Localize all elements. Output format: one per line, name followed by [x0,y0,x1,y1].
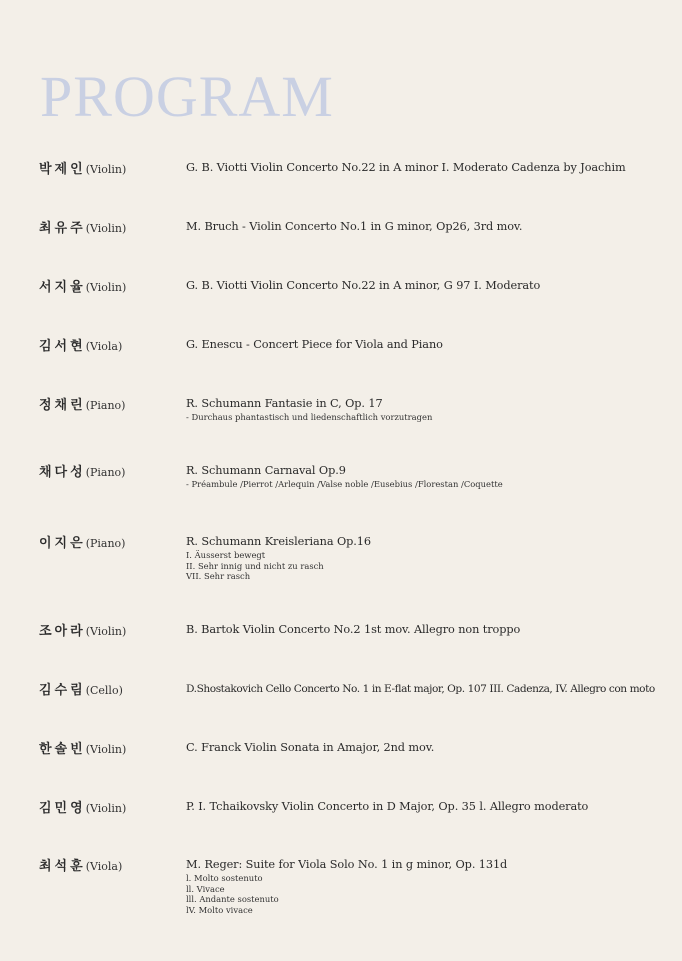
performer-name: 김민영 [39,801,86,816]
movement-detail: l. Molto sostenuto [186,873,263,883]
piece [186,278,674,294]
movement-detail: lV. Molto vivace [186,904,253,915]
work-title: G. Enescu - Concert Piece for Viola and Piano [186,338,443,351]
instrument: (Piano) [85,399,126,412]
work-title: D.Shostakovich Cello Concerto No. 1 in E-flat major, Op. 107 III. Cadenza, IV. Allegro con moto [186,683,655,695]
piece [186,534,674,582]
work-title: C. Franck Violin Sonata in Amajor, 2nd mov. [186,741,435,754]
performer-name: 박제인 [39,162,86,177]
performer [39,396,125,414]
instrument: (Piano) [85,466,126,479]
work-title: M. Reger: Suite for Viola Solo No. 1 in g minor, Op. 131d [186,858,508,871]
performer-name: 최유주 [39,221,86,236]
movement-detail: lll. Andante sostenuto [186,894,279,904]
instrument: (Piano) [85,537,126,550]
performer [39,681,123,699]
performer-name: 채다성 [39,465,86,480]
instrument: (Violin) [85,281,127,294]
piece [186,857,674,915]
performer [39,622,126,640]
performer [39,534,125,552]
piece [186,681,674,697]
instrument: (Violin) [85,625,127,638]
movement-detail: - Préambule /Pierrot /Arlequin /Valse noble /Eusebius /Florestan /Coquette [186,479,503,489]
performer [39,857,122,875]
performer [39,337,122,355]
movement-detail: II. Sehr innig und nicht zu rasch [186,560,324,571]
movement-detail: - Durchaus phantastisch und liedenschaftlich vorzutragen [186,412,433,422]
piece [186,219,674,235]
work-title: R. Schumann Kreisleriana Op.16 [186,535,371,548]
performer [39,799,126,817]
performer [39,278,126,296]
performer-name: 한솔빈 [39,742,86,757]
work-title: B. Bartok Violin Concerto No.2 1st mov. Allegro non troppo [186,623,521,636]
work-title: G. B. Viotti Violin Concerto No.22 in A minor I. Moderato Cadenza by Joachim [186,161,626,174]
performer [39,463,125,481]
performer [39,160,126,178]
performer-name: 정채린 [39,398,86,413]
piece [186,740,674,756]
piece [186,160,674,176]
piece [186,622,674,638]
performer [39,740,126,758]
instrument: (Violin) [85,222,127,235]
performer-name: 김수림 [39,683,86,698]
page-title: PROGRAM [40,64,334,129]
movement-detail: VII. Sehr rasch [186,571,251,581]
instrument: (Cello) [85,684,123,697]
piece [186,463,674,490]
instrument: (Viola) [85,340,123,353]
work-title: R. Schumann Fantasie in C, Op. 17 [186,397,383,410]
movement-detail: ll. Vivace [186,883,225,894]
performer-name: 김서현 [39,339,86,354]
work-title: G. B. Viotti Violin Concerto No.22 in A minor, G 97 I. Moderato [186,279,541,292]
performer-name: 서지율 [39,280,86,295]
instrument: (Viola) [85,860,123,873]
instrument: (Violin) [85,802,127,815]
performer-name: 이지은 [39,536,86,551]
performer-name: 최석훈 [39,859,86,874]
instrument: (Violin) [85,163,127,176]
piece [186,337,674,353]
piece [186,799,674,815]
work-title: R. Schumann Carnaval Op.9 [186,464,346,477]
piece [186,396,674,423]
movement-detail: I. Äusserst bewegt [186,550,266,560]
work-title: M. Bruch - Violin Concerto No.1 in G minor, Op26, 3rd mov. [186,220,523,233]
performer-name: 조아라 [39,624,86,639]
work-title: P. I. Tchaikovsky Violin Concerto in D Major, Op. 35 l. Allegro moderato [186,800,589,813]
instrument: (Violin) [85,743,127,756]
performer [39,219,126,237]
